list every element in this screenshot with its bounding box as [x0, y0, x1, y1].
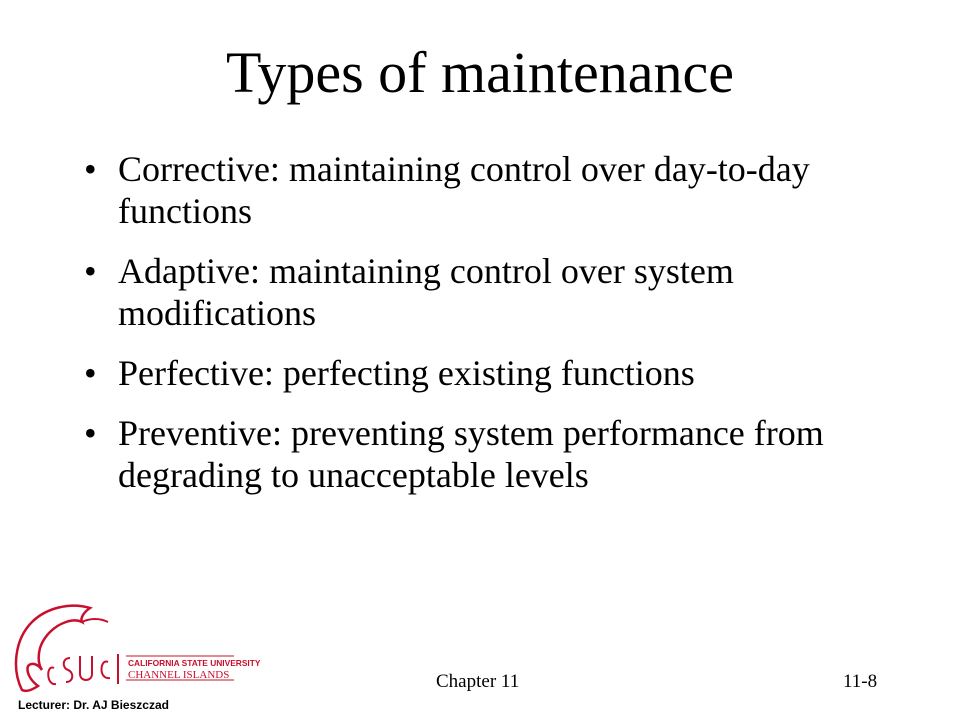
- bullet-list: [84, 148, 904, 514]
- csuci-logo: [8, 600, 261, 704]
- csuci-dolphin-logo-icon: [8, 600, 261, 704]
- lecturer-credit: Lecturer: Dr. AJ Bieszczad: [18, 698, 169, 712]
- bullet-text: Perfective: perfecting existing functions: [118, 353, 695, 393]
- bullet-dot-icon: •: [84, 149, 97, 189]
- svg-text:CHANNEL ISLANDS: CHANNEL ISLANDS: [128, 669, 230, 681]
- bullet-item-perfective: [84, 352, 904, 394]
- bullet-text: Adaptive: maintaining control over system modifications: [118, 251, 734, 333]
- bullet-dot-icon: •: [84, 413, 97, 453]
- page-number: 11-8: [843, 671, 878, 692]
- bullet-item-preventive: [84, 412, 904, 496]
- bullet-text: Corrective: maintaining control over day-to-day functions: [118, 149, 810, 231]
- bullet-item-corrective: [84, 148, 904, 232]
- svg-text:CALIFORNIA STATE UNIVERSITY: CALIFORNIA STATE UNIVERSITY: [128, 658, 261, 668]
- bullet-text: Preventive: preventing system performance from degrading to unacceptable levels: [118, 413, 824, 495]
- bullet-item-adaptive: [84, 250, 904, 334]
- slide-title: Types of maintenance: [225, 40, 735, 105]
- chapter-label: Chapter 11: [436, 671, 520, 692]
- bullet-dot-icon: •: [84, 353, 97, 393]
- bullet-dot-icon: •: [84, 251, 97, 291]
